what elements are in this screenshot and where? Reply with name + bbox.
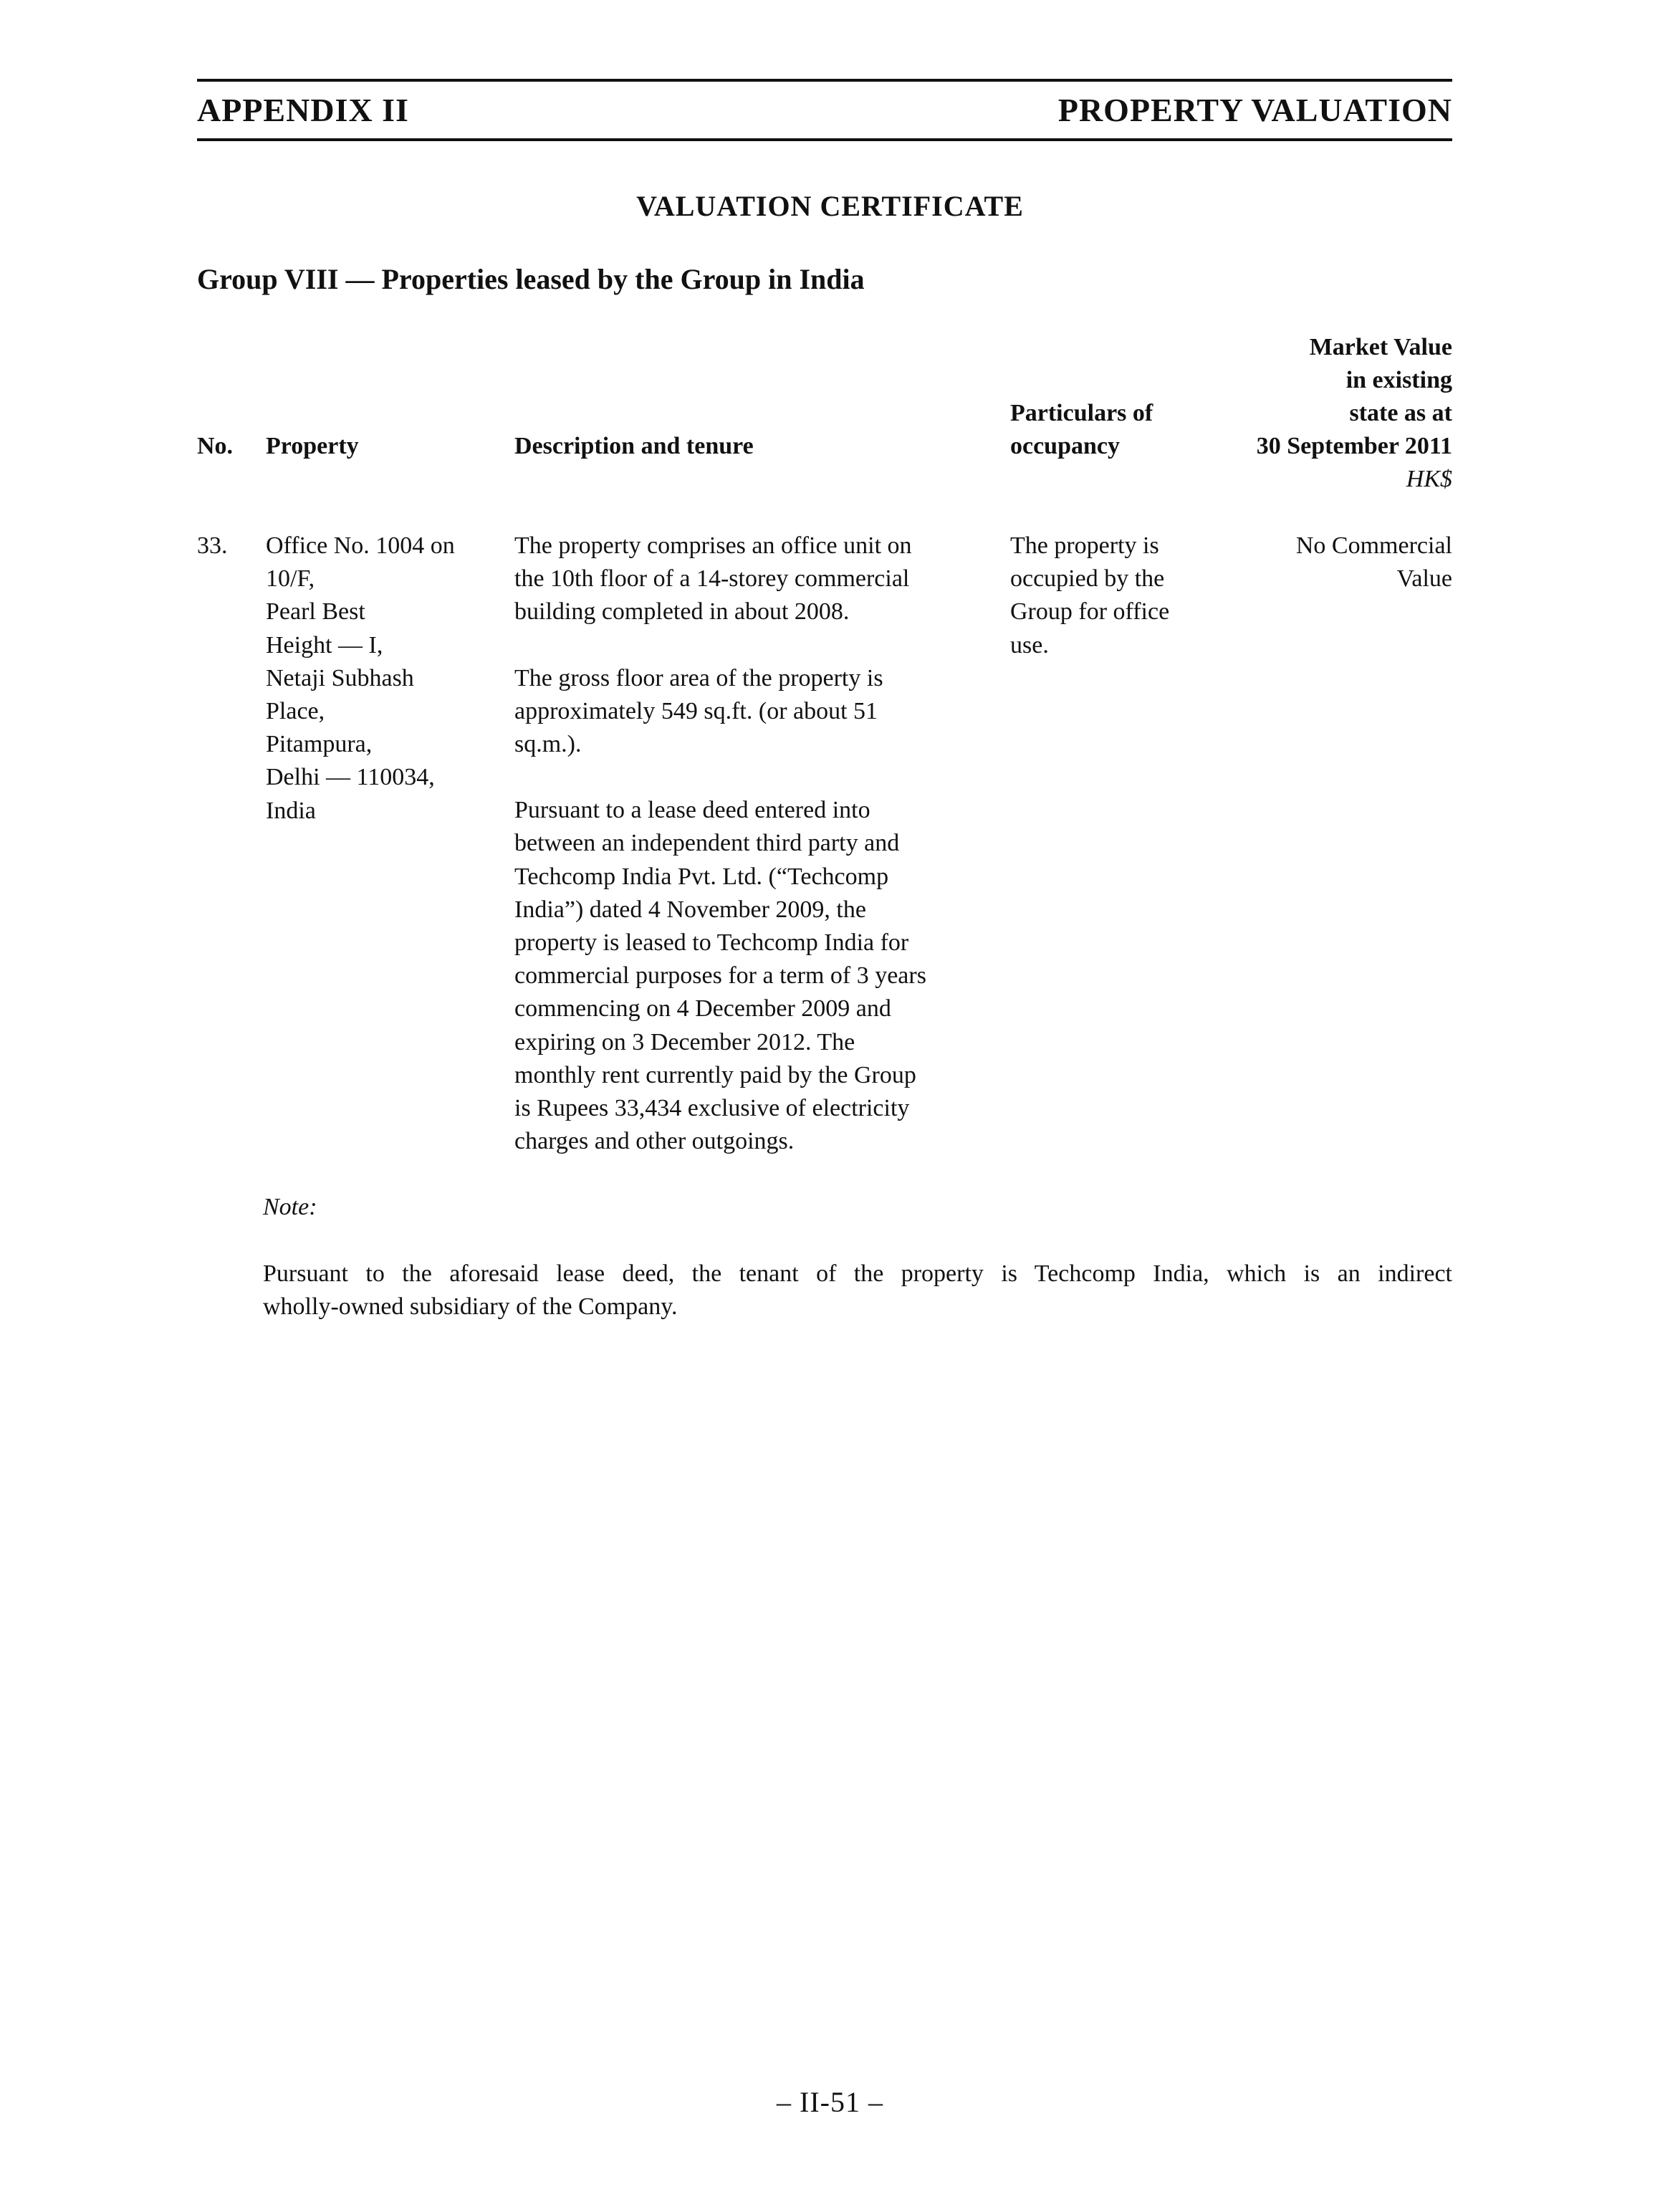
header-top-rule bbox=[197, 79, 1452, 82]
particulars-line: Group for office bbox=[1010, 598, 1170, 626]
description-paragraph bbox=[514, 530, 926, 629]
description-paragraph bbox=[514, 662, 926, 762]
description-line: is Rupees 33,434 exclusive of electricity bbox=[514, 1095, 910, 1122]
note-text bbox=[263, 1258, 1452, 1323]
property-line: India bbox=[266, 797, 316, 824]
description-line: sq.m.). bbox=[514, 731, 582, 758]
description-line: The property comprises an office unit on bbox=[514, 532, 912, 559]
group-title: Group VIII — Properties leased by the Group in India bbox=[197, 263, 865, 295]
column-header-particulars bbox=[1010, 397, 1153, 463]
column-header-description: Description and tenure bbox=[514, 433, 754, 459]
market-value-line: No Commercial bbox=[1295, 532, 1452, 559]
column-header-market-value-line: 30 September 2011 bbox=[1256, 433, 1452, 459]
property-line: Place, bbox=[266, 698, 325, 725]
description-line: commercial purposes for a term of 3 years bbox=[514, 962, 926, 990]
description-line: monthly rent currently paid by the Group bbox=[514, 1061, 916, 1088]
description-and-tenure bbox=[514, 530, 926, 1191]
particulars-line: The property is bbox=[1010, 532, 1159, 559]
page-number: – II-51 – bbox=[777, 2086, 883, 2118]
property-address bbox=[266, 530, 455, 828]
description-line: approximately 549 sq.ft. (or about 51 bbox=[514, 697, 878, 724]
certificate-title: VALUATION CERTIFICATE bbox=[636, 190, 1024, 222]
description-paragraph bbox=[514, 794, 926, 1158]
description-line: The gross floor area of the property is bbox=[514, 664, 883, 691]
column-header-property: Property bbox=[266, 433, 359, 459]
property-line: Pitampura, bbox=[266, 731, 373, 758]
row-number: 33. bbox=[197, 532, 228, 559]
description-line: Pursuant to a lease deed entered into bbox=[514, 797, 870, 824]
property-line: Height — I, bbox=[266, 631, 383, 659]
market-value-line: Value bbox=[1396, 565, 1452, 593]
property-line: 10/F, bbox=[266, 565, 315, 593]
particulars-of-occupancy bbox=[1010, 530, 1169, 662]
description-line: the 10th floor of a 14-storey commercial bbox=[514, 565, 910, 593]
column-header-market-value-line: state as at bbox=[1349, 400, 1452, 426]
note-line: wholly-owned subsidiary of the Company. bbox=[263, 1293, 678, 1320]
currency-label: HK$ bbox=[1406, 466, 1452, 492]
column-header-no: No. bbox=[197, 433, 234, 459]
column-header-particulars-line: Particulars of bbox=[1010, 400, 1153, 426]
description-line: expiring on 3 December 2012. The bbox=[514, 1028, 855, 1055]
property-line: Office No. 1004 on bbox=[266, 532, 455, 559]
description-line: commencing on 4 December 2009 and bbox=[514, 995, 891, 1023]
property-line: Delhi — 110034, bbox=[266, 764, 435, 791]
description-line: building completed in about 2008. bbox=[514, 598, 850, 626]
description-line: India”) dated 4 November 2009, the bbox=[514, 896, 866, 923]
description-line: property is leased to Techcomp India for bbox=[514, 929, 909, 957]
section-label: PROPERTY VALUATION bbox=[1057, 92, 1452, 128]
header-bottom-rule bbox=[197, 138, 1452, 141]
note-line: Pursuant to the aforesaid lease deed, the tenant of the property is Techcomp India, which is an indirect bbox=[263, 1260, 1452, 1287]
description-line: between an independent third party and bbox=[514, 830, 900, 857]
particulars-line: occupied by the bbox=[1010, 565, 1165, 593]
market-value bbox=[1296, 530, 1452, 595]
property-line: Netaji Subhash bbox=[266, 664, 414, 691]
description-line: Techcomp India Pvt. Ltd. (“Techcomp bbox=[514, 863, 889, 890]
property-line: Pearl Best bbox=[266, 598, 365, 626]
note-label: Note: bbox=[263, 1194, 317, 1220]
appendix-label: APPENDIX II bbox=[197, 92, 409, 128]
description-line: charges and other outgoings. bbox=[514, 1128, 795, 1155]
column-header-particulars-line: occupancy bbox=[1010, 433, 1120, 459]
column-header-market-value bbox=[1257, 331, 1452, 496]
particulars-line: use. bbox=[1010, 631, 1049, 659]
column-header-market-value-line: Market Value bbox=[1309, 334, 1452, 360]
column-header-market-value-line: in existing bbox=[1345, 367, 1452, 393]
